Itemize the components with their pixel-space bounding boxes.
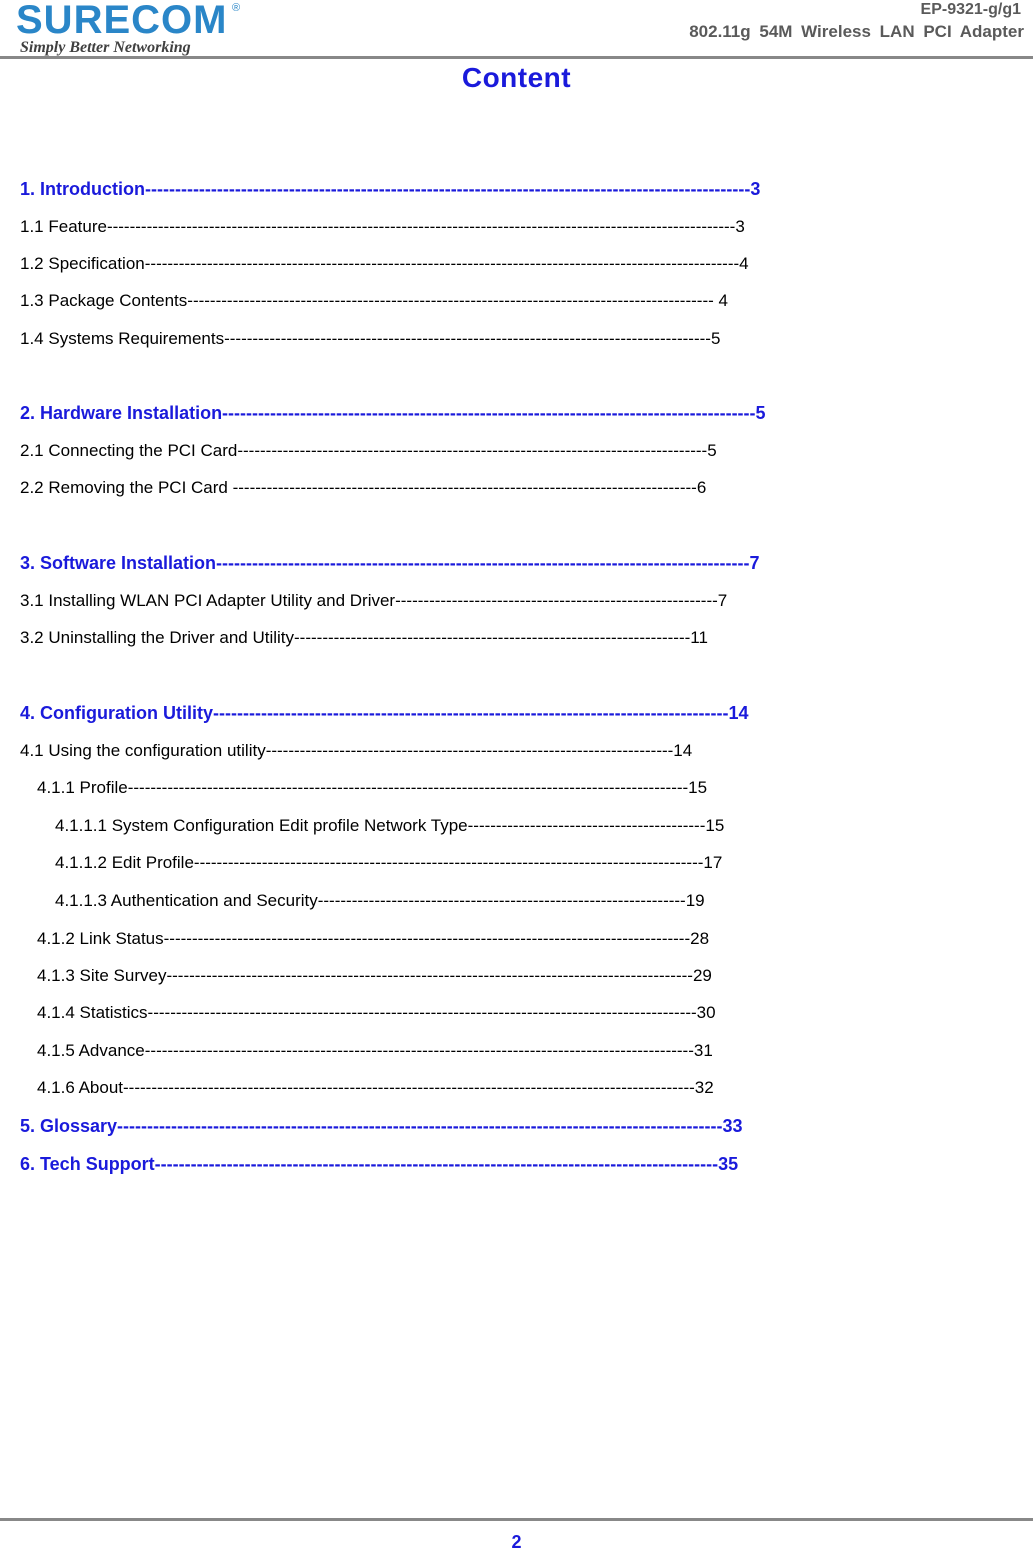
page-header — [0, 0, 1033, 62]
toc-entry: 4.1.5 Advance-------------------------------------------------------------------------------------------------31 — [37, 1041, 713, 1060]
toc-entry: 4.1.1.3 Authentication and Security-----------------------------------------------------------------19 — [55, 891, 705, 910]
toc-entry: 4.1.1.2 Edit Profile------------------------------------------------------------------------------------------17 — [55, 853, 723, 872]
toc-entry: 4.1.3 Site Survey---------------------------------------------------------------------------------------------29 — [37, 966, 712, 985]
footer-divider — [0, 1518, 1033, 1521]
toc-entry: 1.3 Package Contents--------------------------------------------------------------------------------------------- 4 — [20, 291, 728, 310]
product-name: 802.11g 54M Wireless LAN PCI Adapter — [689, 22, 1024, 41]
logo-wordmark: SURECOM — [16, 0, 228, 42]
registered-mark: ® — [232, 2, 241, 14]
toc-entry: 3.1 Installing WLAN PCI Adapter Utility and Driver---------------------------------------------------------7 — [20, 591, 728, 610]
page-number: 2 — [511, 1532, 522, 1552]
logo-tagline: Simply Better Networking — [20, 39, 191, 56]
toc-entry: 1. Introduction-----------------------------------------------------------------------------------------------------3 — [20, 179, 761, 199]
toc-entry: 4.1.2 Link Status---------------------------------------------------------------------------------------------28 — [37, 929, 710, 948]
toc-entry: 4. Configuration Utility--------------------------------------------------------------------------------------14 — [20, 703, 749, 723]
toc-entry: 2.2 Removing the PCI Card ----------------------------------------------------------------------------------6 — [20, 478, 707, 497]
toc-entry: 5. Glossary-----------------------------------------------------------------------------------------------------33 — [20, 1116, 743, 1136]
toc-entry: 2.1 Connecting the PCI Card-----------------------------------------------------------------------------------5 — [20, 441, 717, 460]
surecom-logo — [16, 2, 246, 58]
header-divider — [0, 56, 1033, 59]
toc-entry: 6. Tech Support----------------------------------------------------------------------------------------------35 — [20, 1154, 739, 1174]
page-title: Content — [461, 62, 572, 93]
toc-entry: 4.1.1 Profile---------------------------------------------------------------------------------------------------15 — [37, 778, 708, 797]
toc-entry: 3. Software Installation-----------------------------------------------------------------------------------------7 — [20, 553, 760, 573]
toc-entry: 4.1.6 About-----------------------------------------------------------------------------------------------------32 — [37, 1078, 714, 1097]
toc-entry: 1.2 Specification---------------------------------------------------------------------------------------------------------4 — [20, 254, 749, 273]
toc-entry: 4.1.1.1 System Configuration Edit profile Network Type------------------------------------------15 — [55, 816, 725, 835]
model-number: EP-9321-g/g1 — [920, 1, 1021, 18]
toc-entry: 1.4 Systems Requirements--------------------------------------------------------------------------------------5 — [20, 329, 721, 348]
toc-entry: 3.2 Uninstalling the Driver and Utility----------------------------------------------------------------------11 — [20, 628, 708, 647]
toc-entry: 2. Hardware Installation-----------------------------------------------------------------------------------------5 — [20, 403, 766, 423]
toc-entry: 1.1 Feature---------------------------------------------------------------------------------------------------------------3 — [20, 217, 745, 236]
toc-entry: 4.1.4 Statistics-------------------------------------------------------------------------------------------------30 — [37, 1003, 716, 1022]
toc-entry: 4.1 Using the configuration utility------------------------------------------------------------------------14 — [20, 741, 693, 760]
